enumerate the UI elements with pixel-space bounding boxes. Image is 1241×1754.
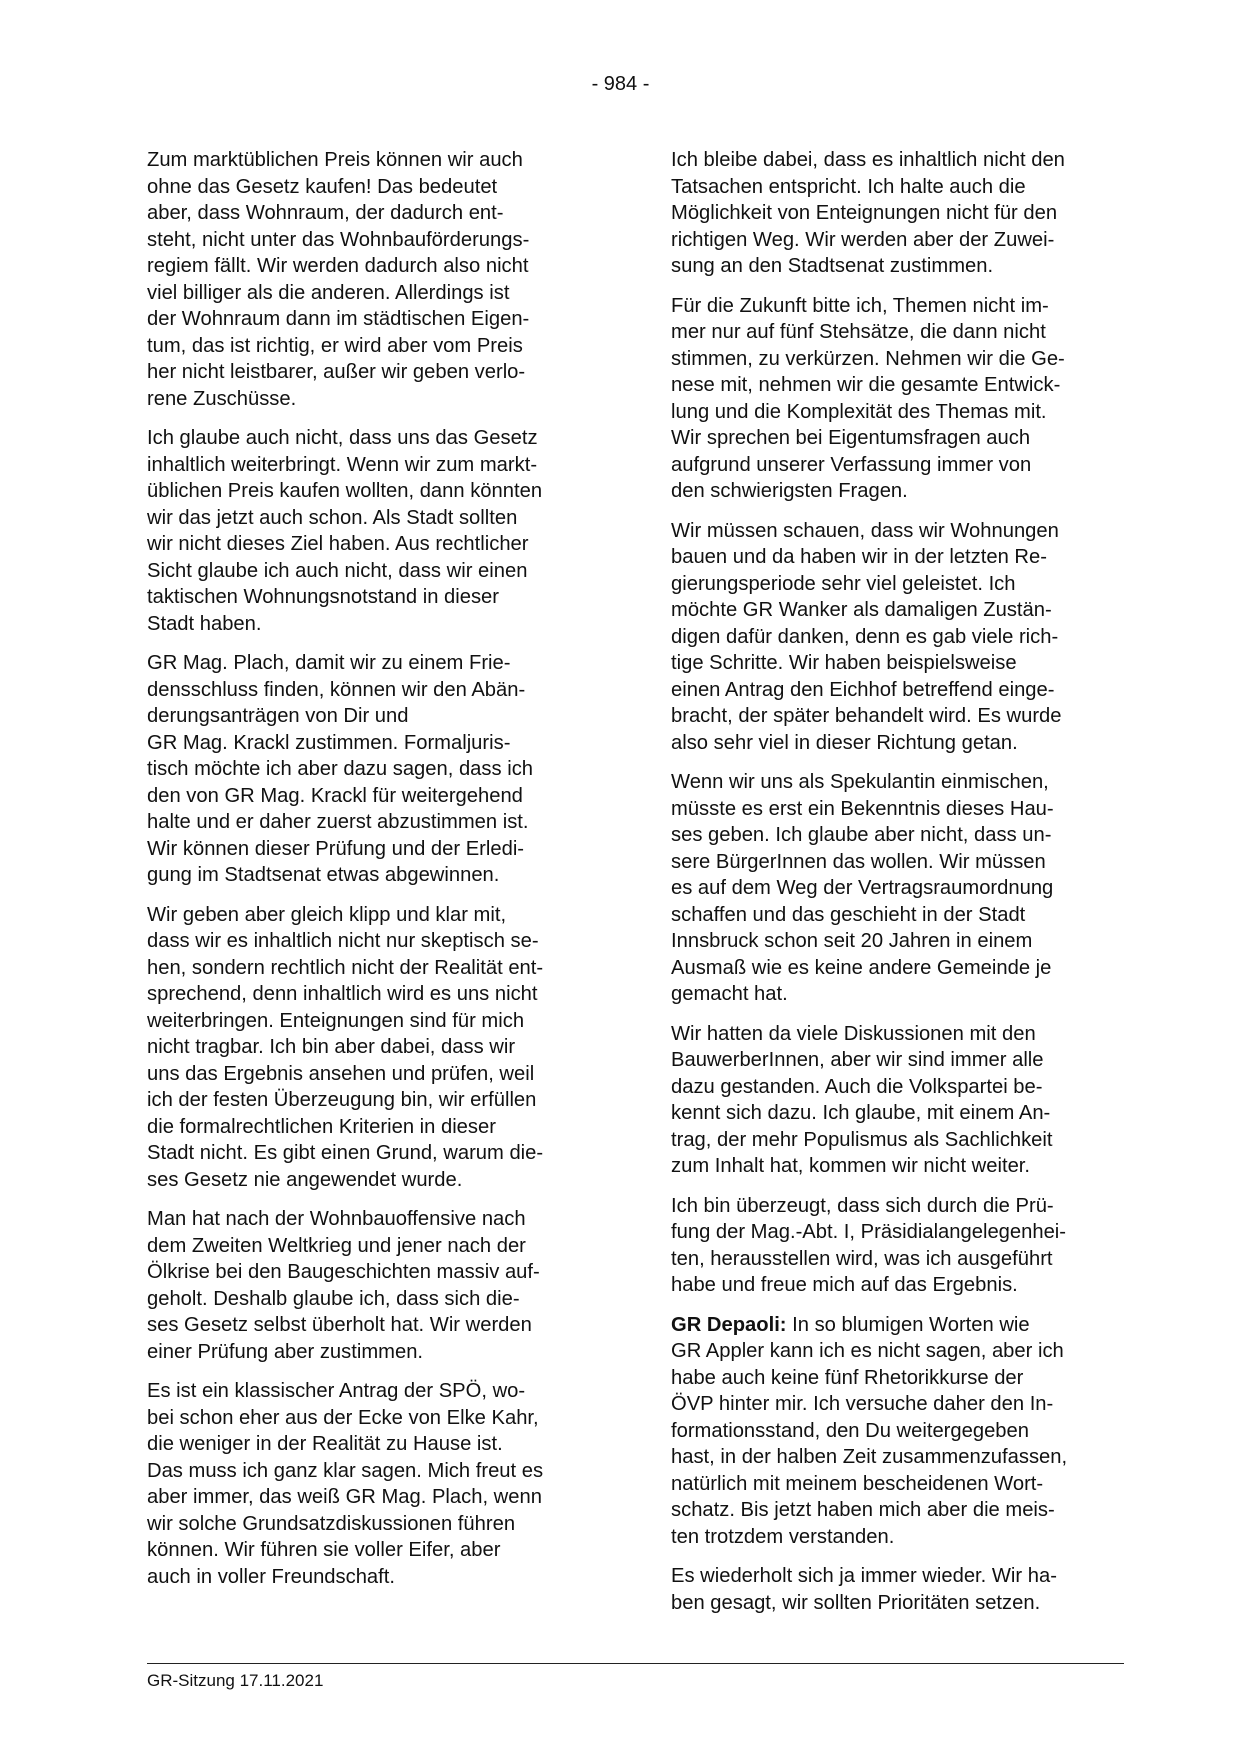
paragraph: Ich bin überzeugt, dass sich durch die Prü- fung der Mag.-Abt. I, Präsidialangelegenhei- ten, herausstellen wird, was ich ausgeführt habe und freue mich auf das Ergebnis.: [671, 1194, 1067, 1296]
speaker-name: GR Depaoli:: [671, 1313, 787, 1336]
left-column: [147, 147, 605, 1603]
paragraph: Wir müssen schauen, dass wir Wohnungen bauen und da haben wir in der letzten Re- gierungsperiode sehr viel geleistet. Ich möchte GR Wanker als damaligen Zustän- digen dafür danken, denn es gab viele rich- tige Schritte. Wir haben beispielsweise einen Antrag den Eichhof betreffend einge- bracht, der später behandelt wird. Es wurde also sehr viel in dieser Richtung getan.: [671, 519, 1062, 754]
paragraph: Es wiederholt sich ja immer wieder. Wir ha- ben gesagt, wir sollten Prioritäten setzen.: [671, 1565, 1057, 1614]
paragraph: Für die Zukunft bitte ich, Themen nicht im- mer nur auf fünf Stehsätze, die dann nicht stimmen, zu verkürzen. Nehmen wir die Ge- nese mit, nehmen wir die gesamte Entwick- lung und die Komplexität des Themas mit. Wir sprechen bei Eigentumsfragen auch aufgrund unserer Verfassung immer von den schwierigsten Fragen.: [671, 294, 1065, 502]
paragraph: Wir hatten da viele Diskussionen mit den BauwerberInnen, aber wir sind immer alle dazu gestanden. Auch die Volkspartei be- kennt sich dazu. Ich glaube, mit einem An- trag, der mehr Populismus als Sachlichkeit zum Inhalt hat, kommen wir nicht weiter.: [671, 1022, 1053, 1177]
paragraph: Zum marktüblichen Preis können wir auch ohne das Gesetz kaufen! Das bedeutet aber, dass Wohnraum, der dadurch ent- steht, nicht unter das Wohnbauförderungs- regiem fällt. Wir werden dadurch also nicht viel billiger als die anderen. Allerdings ist der Wohnraum dann im städtischen Eigen- tum, das ist richtig, er wird aber vom Preis her nicht leistbarer, außer wir geben verlo- rene Zuschüsse.: [147, 149, 530, 410]
footer-divider: [147, 1663, 1124, 1664]
paragraph: GR Mag. Plach, damit wir zu einem Frie- densschluss finden, können wir den Abän- derungsanträgen von Dir und GR Mag. Krackl zustimmen. Formaljuris- tisch möchte ich aber dazu sagen, dass ich den von GR Mag. Krackl für weitergehend halte und er daher zuerst abzustimmen ist. Wir können dieser Prüfung und der Erledi- gung im Stadtsenat etwas abgewinnen.: [147, 652, 534, 886]
speaker-text: In so blumigen Worten wie GR Appler kann ich es nicht sagen, aber ich habe auch keine fünf Rhetorikkurse der ÖVP hinter mir. Ich versuche daher den In- formationsstand, den Du weitergegeben hast, in der halben Zeit zusammenzufassen, natürlich mit meinem bescheidenen Wort- schatz. Bis jetzt haben mich aber die meis- ten trotzdem verstanden.: [671, 1313, 1068, 1548]
speaker-paragraph: [671, 1312, 1129, 1551]
paragraph: Ich glaube auch nicht, dass uns das Gesetz inhaltlich weiterbringt. Wenn wir zum markt- üblichen Preis kaufen wollten, dann könnten wir das jetzt auch schon. Als Stadt sollten wir nicht dieses Ziel haben. Aus rechtlicher Sicht glaube ich auch nicht, dass wir einen taktischen Wohnungsnotstand in dieser Stadt haben.: [147, 427, 543, 635]
paragraph: Wir geben aber gleich klipp und klar mit, dass wir es inhaltlich nicht nur skeptisch se- hen, sondern rechtlich nicht der Realität ent- sprechend, denn inhaltlich wird es uns nicht weiterbringen. Enteignungen sind für mich nicht tragbar. Ich bin aber dabei, dass wir uns das Ergebnis ansehen und prüfen, weil ich der festen Überzeugung bin, wir erfüllen die formalrechtlichen Kriterien in dieser Stadt nicht. Es gibt einen Grund, warum die- ses Gesetz nie angewendet wurde.: [147, 903, 544, 1191]
paragraph: Man hat nach der Wohnbauoffensive nach dem Zweiten Weltkrieg und jener nach der Ölkrise bei den Baugeschichten massiv auf- geholt. Deshalb glaube ich, dass sich die- ses Gesetz selbst überholt hat. Wir werden einer Prüfung aber zustimmen.: [147, 1208, 540, 1363]
footer-session-label: GR-Sitzung 17.11.2021: [147, 1671, 324, 1690]
page-number: - 984 -: [591, 73, 650, 95]
paragraph: Es ist ein klassischer Antrag der SPÖ, wo- bei schon eher aus der Ecke von Elke Kahr, die weniger in der Realität zu Hause ist. Das muss ich ganz klar sagen. Mich freut es aber immer, das weiß GR Mag. Plach, wenn wir solche Grundsatzdiskussionen führen können. Wir führen sie voller Eifer, aber auch in voller Freundschaft.: [147, 1380, 544, 1588]
right-column: [671, 147, 1129, 1629]
paragraph: Wenn wir uns als Spekulantin einmischen, müsste es erst ein Bekenntnis dieses Hau- ses geben. Ich glaube aber nicht, dass un- sere BürgerInnen das wollen. Wir müssen es auf dem Weg der Vertragsraumordnung schaffen und das geschieht in der Stadt Innsbruck schon seit 20 Jahren in einem Ausmaß wie es keine andere Gemeinde je gemacht hat.: [671, 771, 1054, 1005]
paragraph: Ich bleibe dabei, dass es inhaltlich nicht den Tatsachen entspricht. Ich halte auch die Möglichkeit von Enteignungen nicht für den richtigen Weg. Wir werden aber der Zuwei- sung an den Stadtsenat zustimmen.: [671, 149, 1065, 277]
